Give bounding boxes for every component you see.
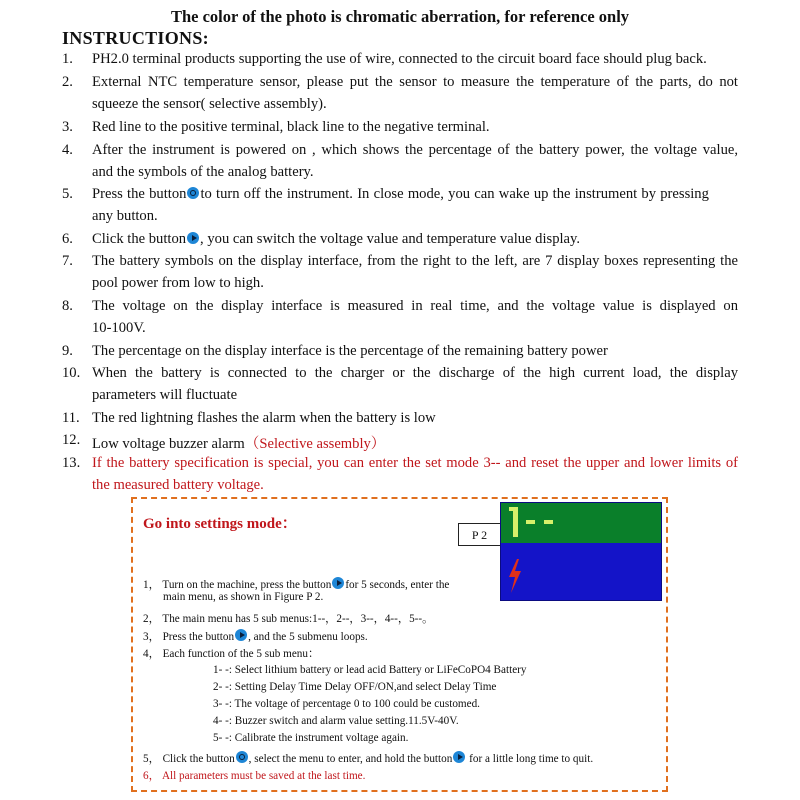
item-number: 12. bbox=[62, 432, 81, 448]
item-text: External NTC temperature sensor, please put the sensor to measure the temperature of the parts, do not bbox=[92, 74, 738, 90]
item-text: Press the button bbox=[92, 186, 187, 202]
submenu-1: 1- -: Select lithium battery or lead acid Battery or LiFeCoPO4 Battery bbox=[213, 664, 527, 676]
item-number: 7. bbox=[62, 253, 73, 269]
step-4: 4， Each function of the 5 sub menu： bbox=[143, 648, 320, 660]
item-text: The red lightning flashes the alarm when the battery is low bbox=[92, 410, 436, 426]
item-number: 4. bbox=[62, 142, 73, 158]
item-number: 8. bbox=[62, 298, 73, 314]
submenu-5: 5- -: Calibrate the instrument voltage again. bbox=[213, 732, 409, 744]
step-1 bbox=[143, 576, 449, 592]
item-text: The voltage on the display interface is measured in real time, and the voltage value is displayed on bbox=[92, 298, 738, 314]
item-text: any button. bbox=[92, 208, 158, 224]
step-text: , select the menu to enter, and hold the button bbox=[248, 753, 453, 765]
step-2: 2， The main menu has 5 sub menus:1--，2--，3--，4--，5--。 bbox=[143, 613, 434, 625]
submenu-2: 2- -: Setting Delay Time Delay OFF/ON,and select Delay Time bbox=[213, 681, 497, 693]
item-number: 11. bbox=[62, 410, 80, 426]
item-text: the measured battery voltage. bbox=[92, 477, 264, 493]
item-text: parameters will fluctuate bbox=[92, 387, 238, 403]
power-button-icon bbox=[187, 187, 199, 199]
lightning-icon bbox=[507, 559, 523, 593]
item-text: to turn off the instrument. In close mode, you can wake up the instrument by pressing bbox=[200, 186, 709, 202]
item-text-row bbox=[92, 231, 738, 248]
settings-title: Go into settings mode： bbox=[143, 516, 297, 532]
step-6: 6， All parameters must be saved at the last time. bbox=[143, 770, 366, 782]
item-number: 5. bbox=[62, 186, 73, 202]
item-text-row bbox=[92, 186, 738, 203]
item-text: The percentage on the display interface is the percentage of the remaining battery power bbox=[92, 343, 608, 359]
item-text: The battery symbols on the display interface, from the right to the left, are 7 display boxes representing the bbox=[92, 253, 738, 269]
item-text: 10-100V. bbox=[92, 320, 146, 336]
step-3 bbox=[143, 628, 368, 644]
item-text-highlight: （Selective assembly） bbox=[244, 436, 386, 452]
item-number: 13. bbox=[62, 455, 81, 471]
settings-mode-box bbox=[131, 497, 668, 792]
step-text: 1， Turn on the machine, press the button bbox=[143, 579, 332, 591]
item-text: Low voltage buzzer alarm bbox=[92, 436, 245, 452]
item-text: When the battery is connected to the charger or the discharge of the high current load, the display bbox=[92, 365, 738, 381]
step-5 bbox=[143, 750, 593, 766]
item-text: squeeze the sensor( selective assembly). bbox=[92, 96, 327, 112]
item-text: pool power from low to high. bbox=[92, 275, 264, 291]
item-number: 10. bbox=[62, 365, 81, 381]
item-number: 1. bbox=[62, 51, 73, 67]
section-title: INSTRUCTIONS: bbox=[62, 28, 209, 48]
step-text: 5， Click the button bbox=[143, 753, 235, 765]
play-button-icon bbox=[187, 232, 199, 244]
step-text: 3， Press the button bbox=[143, 631, 235, 643]
item-text: PH2.0 terminal products supporting the use of wire, connected to the circuit board face should plug back. bbox=[92, 51, 707, 67]
item-text: If the battery specification is special, you can enter the set mode 3-- and reset the upper and lower limits of bbox=[92, 455, 738, 471]
item-number: 9. bbox=[62, 343, 73, 359]
item-text: Red line to the positive terminal, black line to the negative terminal. bbox=[92, 119, 490, 135]
power-button-icon bbox=[236, 751, 248, 763]
lcd-top-band bbox=[501, 503, 661, 543]
step-1-cont: main menu, as shown in Figure P 2. bbox=[163, 591, 324, 603]
play-button-icon bbox=[235, 629, 247, 641]
submenu-4: 4- -: Buzzer switch and alarm value setting.11.5V-40V. bbox=[213, 715, 459, 727]
lcd-display bbox=[500, 502, 662, 601]
step-text: for a little long time to quit. bbox=[466, 753, 594, 765]
item-text: After the instrument is powered on , which shows the percentage of the battery power, the voltage value, bbox=[92, 142, 738, 158]
step-text: , and the 5 submenu loops. bbox=[248, 631, 368, 643]
item-text-row bbox=[92, 432, 738, 453]
submenu-3: 3- -: The voltage of percentage 0 to 100 could be customed. bbox=[213, 698, 480, 710]
play-button-icon bbox=[453, 751, 465, 763]
play-button-icon bbox=[332, 577, 344, 589]
item-number: 3. bbox=[62, 119, 73, 135]
step-text: for 5 seconds, enter the bbox=[345, 579, 450, 591]
page-title: The color of the photo is chromatic aberration, for reference only bbox=[170, 7, 630, 26]
figure-label: P 2 bbox=[458, 523, 501, 546]
item-number: 6. bbox=[62, 231, 73, 247]
item-text: Click the button bbox=[92, 231, 187, 247]
item-number: 2. bbox=[62, 74, 73, 90]
item-text: and the symbols of the analog battery. bbox=[92, 164, 314, 180]
item-text: , you can switch the voltage value and temperature value display. bbox=[200, 231, 581, 247]
